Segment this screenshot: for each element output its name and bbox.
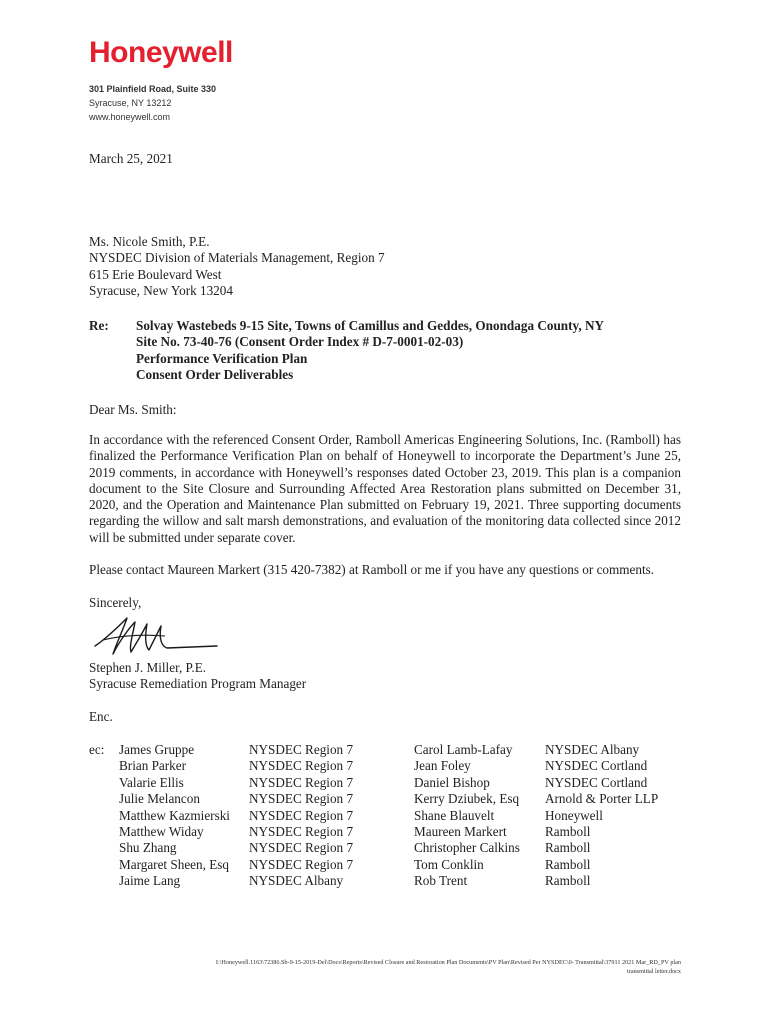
cc-org: Arnold & Porter LLP	[545, 791, 659, 807]
cc-org: NYSDEC Albany	[249, 873, 344, 889]
cc-name: Tom Conklin	[414, 856, 484, 872]
cc-org: NYSDEC Region 7	[249, 774, 354, 790]
cc-org: Ramboll	[545, 840, 591, 856]
cc-name: Jaime Lang	[119, 873, 181, 889]
file-path-line-2: transmittal letter.docx	[627, 968, 681, 975]
cc-org: Ramboll	[545, 873, 591, 889]
cc-name: Matthew Widay	[119, 824, 204, 840]
cc-org: NYSDEC Region 7	[249, 807, 354, 823]
body-paragraph-1: In accordance with the referenced Consent Order, Ramboll Americas Engineering Solutions, Inc. (Ramboll) has finalized the Performance Verification Plan on behalf of Honeywell to incorporate the Department’s June 25, 2019 comments, in accordance with Honeywell’s responses dated October 23, 2019. This plan is a companion document to the Site Closure and Surrounding Affected Area Restoration plans submitted on December 31, 2020, and the Operation and Maintenance Plan submitted on February 19, 2021. Three supporting documents regarding the willow and salt marsh demonstrations, and evaluation of the monitoring data collected since 2012 will be submitted under separate cover.	[89, 432, 681, 545]
subject-block	[136, 318, 604, 383]
file-path-footer	[81, 958, 681, 976]
cc-left-orgs	[249, 742, 353, 890]
signer-name: Stephen J. Miller, P.E.	[89, 660, 207, 675]
cc-org: Honeywell	[545, 807, 603, 823]
letter-date: March 25, 2021	[89, 151, 173, 166]
salutation: Dear Ms. Smith:	[89, 402, 177, 417]
cc-org: NYSDEC Cortland	[545, 758, 648, 774]
cc-name: Carol Lamb-Lafay	[414, 742, 513, 757]
recipient-line: Ms. Nicole Smith, P.E.	[89, 234, 210, 249]
cc-name: Brian Parker	[119, 758, 187, 774]
cc-name: Valarie Ellis	[119, 774, 184, 790]
cc-name: Kerry Dziubek, Esq	[414, 791, 520, 807]
re-label: Re:	[89, 318, 109, 333]
cc-right-orgs	[545, 742, 658, 890]
cc-right-names	[414, 742, 520, 890]
cc-name: Daniel Bishop	[414, 774, 490, 790]
ec-label: ec:	[89, 742, 105, 757]
cc-name: James Gruppe	[119, 742, 195, 757]
recipient-line: Syracuse, New York 13204	[89, 282, 233, 298]
cc-name: Margaret Sheen, Esq	[119, 856, 229, 872]
cc-org: NYSDEC Albany	[545, 742, 640, 757]
address-line-2: Syracuse, NY 13212	[89, 98, 172, 108]
website: www.honeywell.com	[89, 112, 171, 122]
cc-org: NYSDEC Region 7	[249, 742, 354, 757]
cc-org: NYSDEC Cortland	[545, 774, 648, 790]
cc-org: Ramboll	[545, 824, 591, 840]
recipient-line: 615 Erie Boulevard West	[89, 266, 222, 282]
sender-address	[89, 82, 216, 124]
closing: Sincerely,	[89, 595, 142, 610]
cc-name: Rob Trent	[414, 873, 468, 889]
signer-title: Syracuse Remediation Program Manager	[89, 676, 307, 692]
cc-org: NYSDEC Region 7	[249, 791, 354, 807]
recipient-line: NYSDEC Division of Materials Management, Region 7	[89, 250, 385, 266]
cc-name: Jean Foley	[414, 758, 471, 774]
cc-name: Shu Zhang	[119, 840, 177, 856]
subject-line: Performance Verification Plan	[136, 350, 308, 366]
cc-org: NYSDEC Region 7	[249, 824, 354, 840]
cc-name: Shane Blauvelt	[414, 807, 495, 823]
cc-name: Maureen Markert	[414, 824, 507, 840]
body-paragraph-2: Please contact Maureen Markert (315 420-7382) at Ramboll or me if you have any questions or comments.	[89, 562, 655, 577]
signature-image	[89, 612, 229, 662]
address-line-1: 301 Plainfield Road, Suite 330	[89, 84, 217, 94]
cc-org: NYSDEC Region 7	[249, 856, 354, 872]
subject-line: Solvay Wastebeds 9-15 Site, Towns of Camillus and Geddes, Onondaga County, NY	[136, 318, 605, 333]
subject-line: Consent Order Deliverables	[136, 366, 294, 382]
cc-name: Julie Melancon	[119, 791, 200, 807]
file-path-line-1: I:\Honeywell.1163\72386.Sb-9-15-2019-Del\Docs\Reports\Revised Closure and Restoration Plan Documents\PV Plan\Revised Per NYSDEC\0- Transmittal\37911 2021 Mar_RD_PV plan	[215, 959, 681, 966]
cc-org: NYSDEC Region 7	[249, 758, 354, 774]
enclosure-note: Enc.	[89, 709, 113, 724]
cc-org: NYSDEC Region 7	[249, 840, 354, 856]
cc-name: Matthew Kazmierski	[119, 807, 230, 823]
signer-block	[89, 660, 306, 693]
cc-org: Ramboll	[545, 856, 591, 872]
recipient-block	[89, 234, 385, 299]
honeywell-logo: Honeywell	[89, 36, 233, 69]
subject-line: Site No. 73-40-76 (Consent Order Index # D-7-0001-02-03)	[136, 334, 464, 350]
cc-left-names	[119, 742, 230, 890]
cc-name: Christopher Calkins	[414, 840, 520, 856]
